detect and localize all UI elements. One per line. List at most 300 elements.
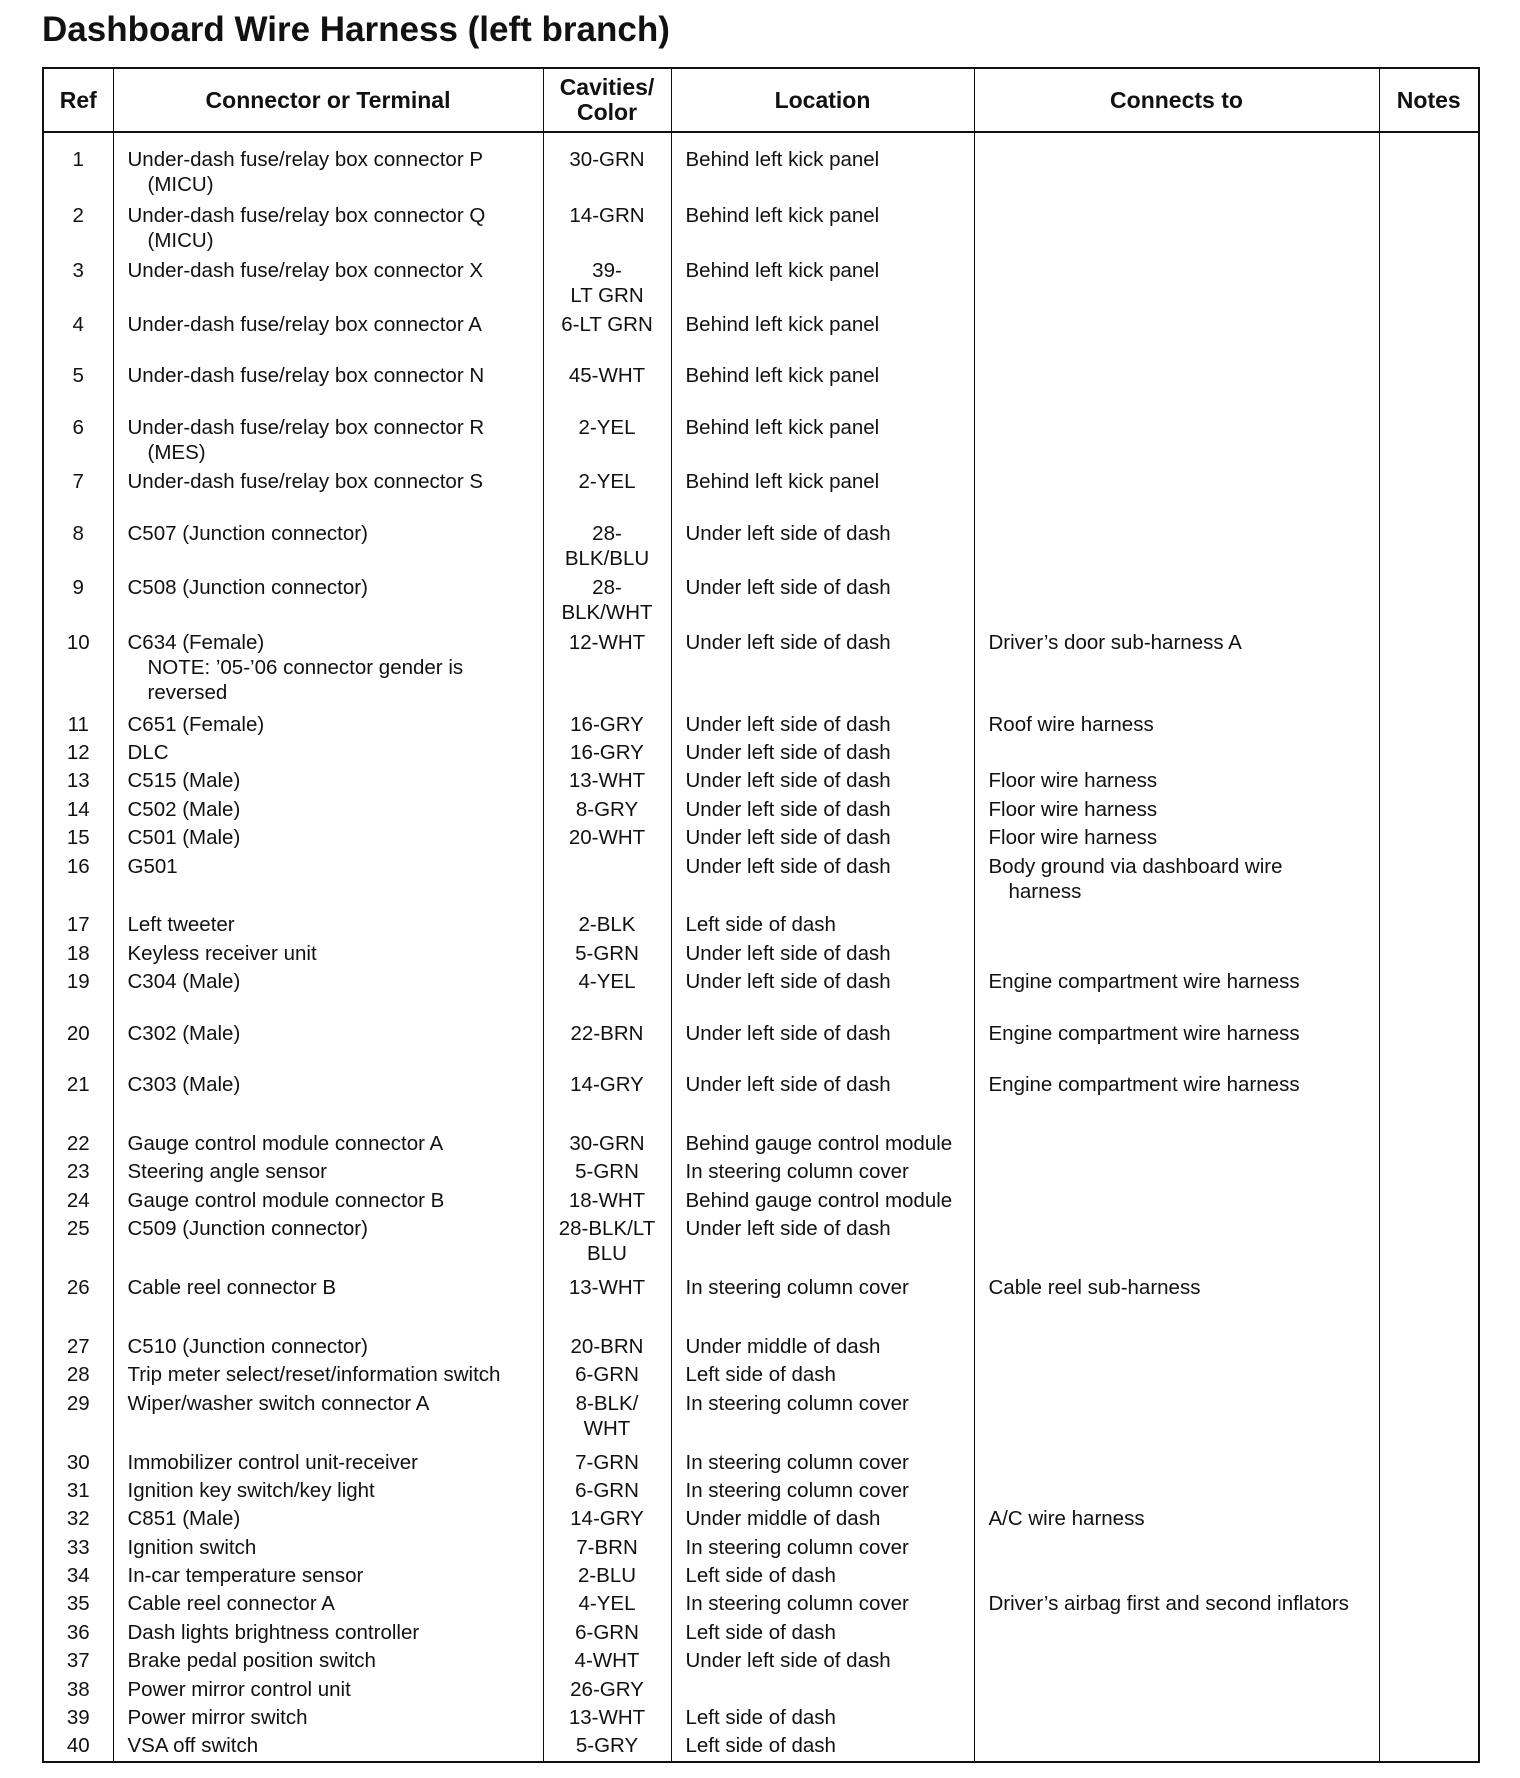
cavities-cell [543, 1591, 671, 1619]
ref-cell: 26 [43, 1275, 113, 1334]
cell-line: 7-BRN [576, 1535, 638, 1559]
cell-line: 13-WHT [568, 1275, 646, 1299]
notes-cell [1379, 912, 1479, 940]
table-row [43, 825, 1479, 853]
cavities-cell [543, 1159, 671, 1187]
notes-cell [1379, 630, 1479, 712]
notes-cell [1379, 469, 1479, 520]
location-cell: Under left side of dash [671, 768, 974, 796]
harness-table [42, 67, 1480, 1763]
ref-cell: 3 [43, 258, 113, 313]
table-row [43, 469, 1479, 520]
table-row [43, 1620, 1479, 1648]
notes-cell [1379, 740, 1479, 768]
table-row [43, 630, 1479, 712]
cell-line: 16-GRY [570, 712, 644, 736]
cell-line: 30-GRN [569, 148, 645, 171]
cavities-cell [543, 415, 671, 470]
cavities-cell [543, 1275, 671, 1334]
cell-line: BLK/BLU [564, 546, 650, 570]
notes-cell [1379, 1506, 1479, 1534]
notes-cell [1379, 1450, 1479, 1478]
ref-cell: 31 [43, 1478, 113, 1506]
cell-line: 39- [592, 258, 622, 282]
connector-cell [113, 1131, 543, 1159]
connector-cell [113, 1159, 543, 1187]
connector-cell [113, 1275, 543, 1334]
cell-line: 5-GRN [575, 1160, 639, 1184]
cell-line: Driver’s door sub-harness A [988, 630, 1242, 654]
connector-cell [113, 912, 543, 940]
table-row [43, 1072, 1479, 1131]
cell-line: Brake pedal position switch [127, 1649, 376, 1673]
cell-line: Ignition key switch/key light [127, 1478, 375, 1502]
cell-line: C509 (Junction connector) [127, 1216, 368, 1240]
connector-cell [113, 1506, 543, 1534]
cavities-cell [543, 1478, 671, 1506]
cell-line: 7-GRN [575, 1450, 639, 1474]
cell-line: Power mirror switch [127, 1705, 308, 1729]
notes-cell [1379, 312, 1479, 363]
connector-cell [113, 1478, 543, 1506]
table-row [43, 1450, 1479, 1478]
notes-cell [1379, 969, 1479, 1020]
notes-cell [1379, 1188, 1479, 1216]
connector-cell [113, 1450, 543, 1478]
ref-cell: 20 [43, 1021, 113, 1072]
notes-cell [1379, 1591, 1479, 1619]
cavities-cell [543, 312, 671, 363]
connector-cell [113, 1216, 543, 1275]
cell-line: 28-BLK/LT [558, 1216, 656, 1240]
cell-line: Gauge control module connector A [127, 1131, 444, 1155]
connector-cell [113, 1648, 543, 1676]
cell-line: 6-GRN [575, 1363, 639, 1387]
cell-line: Under-dash fuse/relay box connector P [127, 148, 484, 171]
connects-to-cell [974, 1450, 1379, 1478]
cell-line: C302 (Male) [127, 1021, 241, 1045]
cell-line: C502 (Male) [127, 797, 241, 821]
ref-cell: 2 [43, 203, 113, 258]
connects-to-cell [974, 1648, 1379, 1676]
notes-cell [1379, 1733, 1479, 1762]
connector-cell [113, 1733, 543, 1762]
location-cell: In steering column cover [671, 1450, 974, 1478]
cell-line: 2-YEL [578, 415, 636, 439]
connects-to-cell [974, 1275, 1379, 1334]
connector-cell [113, 469, 543, 520]
cell-line: 4-WHT [574, 1649, 640, 1673]
cavities-cell [543, 132, 671, 203]
notes-cell [1379, 712, 1479, 740]
cell-line: Under-dash fuse/relay box connector Q [127, 203, 486, 227]
cell-line: Trip meter select/reset/information switch [127, 1363, 501, 1387]
connector-cell [113, 1591, 543, 1619]
ref-cell: 11 [43, 712, 113, 740]
notes-cell [1379, 1620, 1479, 1648]
connector-cell [113, 854, 543, 913]
connects-to-cell [974, 941, 1379, 969]
cell-line: WHT [583, 1416, 631, 1440]
connects-to-cell [974, 1188, 1379, 1216]
connects-to-cell [974, 854, 1379, 913]
cell-line: 20-BRN [570, 1334, 644, 1358]
ref-cell: 39 [43, 1705, 113, 1733]
location-cell: Behind left kick panel [671, 203, 974, 258]
ref-cell: 8 [43, 521, 113, 576]
connects-to-cell [974, 1072, 1379, 1131]
connector-cell [113, 1620, 543, 1648]
cell-line: 16-GRY [570, 741, 644, 765]
ref-cell: 10 [43, 630, 113, 712]
ref-cell: 27 [43, 1334, 113, 1362]
cell-line: Under-dash fuse/relay box connector N [127, 364, 485, 388]
connects-to-cell [974, 712, 1379, 740]
cell-line: C507 (Junction connector) [127, 521, 368, 545]
table-row [43, 203, 1479, 258]
cell-line: G501 [127, 854, 178, 878]
notes-cell [1379, 1159, 1479, 1187]
cell-line: Floor wire harness [988, 826, 1158, 850]
cell-line: Cable reel connector B [127, 1275, 337, 1299]
cell-line: Body ground via dashboard wire [988, 854, 1283, 878]
cell-line: 8-BLK/ [575, 1391, 639, 1415]
cell-line: Wiper/washer switch connector A [127, 1391, 430, 1415]
table-row [43, 1362, 1479, 1390]
location-cell: Under left side of dash [671, 854, 974, 913]
cell-line: C303 (Male) [127, 1072, 241, 1096]
ref-cell: 23 [43, 1159, 113, 1187]
notes-cell [1379, 1535, 1479, 1563]
cavities-cell [543, 1677, 671, 1705]
table-row [43, 969, 1479, 1020]
cavities-cell [543, 1733, 671, 1762]
notes-cell [1379, 1021, 1479, 1072]
ref-cell: 32 [43, 1506, 113, 1534]
table-body [43, 132, 1479, 1762]
column-header-connector: Connector or Terminal [113, 68, 543, 132]
connects-to-cell [974, 1159, 1379, 1187]
cell-line: C304 (Male) [127, 970, 241, 994]
connects-to-cell [974, 1705, 1379, 1733]
connector-cell [113, 768, 543, 796]
cell-line: 2-BLK [578, 913, 636, 937]
ref-cell: 34 [43, 1563, 113, 1591]
notes-cell [1379, 1334, 1479, 1362]
ref-cell: 25 [43, 1216, 113, 1275]
connector-cell [113, 521, 543, 576]
connector-cell [113, 363, 543, 414]
cell-line: 14-GRY [570, 1507, 644, 1531]
notes-cell [1379, 1677, 1479, 1705]
location-cell: Under left side of dash [671, 941, 974, 969]
notes-cell [1379, 797, 1479, 825]
cell-line: 6-GRN [575, 1620, 639, 1644]
connector-cell [113, 1021, 543, 1072]
location-cell: Behind left kick panel [671, 415, 974, 470]
cavities-cell [543, 1362, 671, 1390]
connects-to-cell [974, 312, 1379, 363]
cell-line: Power mirror control unit [127, 1677, 351, 1701]
connects-to-cell [974, 797, 1379, 825]
ref-cell: 36 [43, 1620, 113, 1648]
notes-cell [1379, 1563, 1479, 1591]
table-row [43, 768, 1479, 796]
location-cell: Left side of dash [671, 1362, 974, 1390]
cell-line: 13-WHT [568, 769, 646, 793]
cell-line: Roof wire harness [988, 712, 1154, 736]
connector-cell [113, 312, 543, 363]
notes-cell [1379, 1391, 1479, 1450]
cell-line: DLC [127, 741, 169, 765]
location-cell: Left side of dash [671, 1563, 974, 1591]
cavities-cell [543, 258, 671, 313]
ref-cell: 21 [43, 1072, 113, 1131]
notes-cell [1379, 1362, 1479, 1390]
connects-to-cell [974, 575, 1379, 630]
table-row [43, 575, 1479, 630]
cell-line: Cable reel connector A [127, 1592, 335, 1616]
connector-cell [113, 825, 543, 853]
location-cell: Under left side of dash [671, 1648, 974, 1676]
cell-line: In-car temperature sensor [127, 1564, 364, 1588]
connector-cell [113, 132, 543, 203]
cavities-cell [543, 1216, 671, 1275]
cell-line: C501 (Male) [127, 826, 241, 850]
table-row [43, 132, 1479, 203]
header-row [43, 68, 1479, 132]
cell-line: Under-dash fuse/relay box connector X [127, 258, 484, 282]
location-cell: Behind left kick panel [671, 469, 974, 520]
connects-to-cell [974, 912, 1379, 940]
cell-line: LT GRN [570, 283, 644, 307]
notes-cell [1379, 825, 1479, 853]
notes-cell [1379, 1275, 1479, 1334]
cell-line: 30-GRN [569, 1131, 645, 1155]
notes-cell [1379, 132, 1479, 203]
cell-line: 2-YEL [578, 470, 636, 494]
connector-cell [113, 1563, 543, 1591]
table-row [43, 1391, 1479, 1450]
notes-cell [1379, 258, 1479, 313]
cell-line: Engine compartment wire harness [988, 970, 1300, 994]
connector-cell [113, 1535, 543, 1563]
cell-line: VSA off switch [127, 1734, 259, 1758]
location-cell: Behind gauge control module [671, 1131, 974, 1159]
column-header-ref: Ref [43, 68, 113, 132]
table-row [43, 363, 1479, 414]
ref-cell: 17 [43, 912, 113, 940]
ref-cell: 24 [43, 1188, 113, 1216]
location-cell: In steering column cover [671, 1478, 974, 1506]
cavities-cell [543, 1021, 671, 1072]
table-row [43, 1648, 1479, 1676]
cavities-cell [543, 630, 671, 712]
notes-cell [1379, 768, 1479, 796]
location-cell: In steering column cover [671, 1535, 974, 1563]
cell-line: (MES) [147, 440, 206, 464]
connector-cell [113, 941, 543, 969]
location-cell: Left side of dash [671, 912, 974, 940]
cell-line: 20-WHT [568, 826, 646, 850]
cell-line: 18-WHT [568, 1188, 646, 1212]
cavities-cell [543, 469, 671, 520]
notes-cell [1379, 1131, 1479, 1159]
cavities-cell [543, 363, 671, 414]
cell-line: C851 (Male) [127, 1507, 241, 1531]
location-cell: Under left side of dash [671, 1021, 974, 1072]
cell-line: 14-GRN [569, 203, 645, 227]
location-cell: Behind left kick panel [671, 312, 974, 363]
cavities-cell [543, 797, 671, 825]
notes-cell [1379, 415, 1479, 470]
cell-line: 28- [592, 521, 622, 545]
table-row [43, 1705, 1479, 1733]
table-row [43, 1506, 1479, 1534]
cell-line: 5-GRY [575, 1734, 639, 1758]
location-cell: In steering column cover [671, 1391, 974, 1450]
notes-cell [1379, 363, 1479, 414]
connector-cell [113, 415, 543, 470]
connects-to-cell [974, 1677, 1379, 1705]
cavities-cell [543, 1535, 671, 1563]
location-cell: Under left side of dash [671, 1072, 974, 1131]
connector-cell [113, 740, 543, 768]
cavities-cell [543, 521, 671, 576]
ref-cell: 14 [43, 797, 113, 825]
ref-cell: 38 [43, 1677, 113, 1705]
cell-line: Floor wire harness [988, 797, 1158, 821]
cell-line: C510 (Junction connector) [127, 1334, 368, 1358]
cavities-cell [543, 1563, 671, 1591]
connector-cell [113, 1705, 543, 1733]
connects-to-cell [974, 363, 1379, 414]
cavities-cell [543, 712, 671, 740]
ref-cell: 28 [43, 1362, 113, 1390]
notes-cell [1379, 203, 1479, 258]
connects-to-cell [974, 1334, 1379, 1362]
notes-cell [1379, 1648, 1479, 1676]
ref-cell: 13 [43, 768, 113, 796]
cell-line: 22-BRN [570, 1021, 644, 1045]
ref-cell: 5 [43, 363, 113, 414]
cavities-cell [543, 1450, 671, 1478]
cavities-cell [543, 575, 671, 630]
cavities-cell [543, 941, 671, 969]
ref-cell: 16 [43, 854, 113, 913]
location-cell: Behind left kick panel [671, 258, 974, 313]
location-cell: Behind left kick panel [671, 363, 974, 414]
connector-cell [113, 575, 543, 630]
ref-cell: 18 [43, 941, 113, 969]
cell-line: Engine compartment wire harness [988, 1021, 1300, 1045]
notes-cell [1379, 1216, 1479, 1275]
notes-cell [1379, 1478, 1479, 1506]
location-cell: Under left side of dash [671, 521, 974, 576]
ref-cell: 33 [43, 1535, 113, 1563]
cavities-cell [543, 1072, 671, 1131]
cell-line: harness [1008, 879, 1082, 903]
connector-cell [113, 258, 543, 313]
cavities-cell [543, 1334, 671, 1362]
page-title: Dashboard Wire Harness (left branch) [42, 10, 670, 49]
location-cell: Under middle of dash [671, 1334, 974, 1362]
connects-to-cell [974, 521, 1379, 576]
location-cell: Under left side of dash [671, 630, 974, 712]
connector-cell [113, 797, 543, 825]
cavities-cell [543, 1131, 671, 1159]
connector-cell [113, 630, 543, 712]
cell-line: Under-dash fuse/relay box connector S [127, 470, 484, 494]
connects-to-cell [974, 1391, 1379, 1450]
connects-to-cell [974, 1535, 1379, 1563]
location-cell: Under middle of dash [671, 1506, 974, 1534]
ref-cell: 1 [43, 132, 113, 203]
cell-line: A/C wire harness [988, 1507, 1145, 1531]
table-row [43, 1733, 1479, 1762]
connects-to-cell [974, 132, 1379, 203]
cell-line: reversed [147, 680, 228, 704]
connects-to-cell [974, 1131, 1379, 1159]
cell-line: BLK/WHT [561, 601, 653, 625]
connects-to-cell [974, 469, 1379, 520]
table-row [43, 521, 1479, 576]
location-cell: Under left side of dash [671, 797, 974, 825]
location-cell: Behind gauge control module [671, 1188, 974, 1216]
ref-cell: 37 [43, 1648, 113, 1676]
connector-cell [113, 1677, 543, 1705]
cell-line: Ignition switch [127, 1535, 257, 1559]
location-cell: In steering column cover [671, 1591, 974, 1619]
cell-line: Under-dash fuse/relay box connector R [127, 415, 485, 439]
connector-cell [113, 1391, 543, 1450]
table-row [43, 1131, 1479, 1159]
table-row [43, 1188, 1479, 1216]
notes-cell [1379, 1072, 1479, 1131]
cell-line: Floor wire harness [988, 769, 1158, 793]
cavities-cell [543, 1391, 671, 1450]
cell-line: 8-GRY [575, 797, 639, 821]
cell-line: 14-GRY [570, 1072, 644, 1096]
connects-to-cell [974, 825, 1379, 853]
table-row [43, 941, 1479, 969]
location-cell [671, 1677, 974, 1705]
connects-to-cell [974, 1563, 1379, 1591]
location-cell: Under left side of dash [671, 575, 974, 630]
table-row [43, 740, 1479, 768]
cavities-cell [543, 1648, 671, 1676]
cell-line: (MICU) [147, 228, 214, 252]
connects-to-cell [974, 258, 1379, 313]
ref-cell: 30 [43, 1450, 113, 1478]
table-row [43, 1021, 1479, 1072]
ref-cell: 40 [43, 1733, 113, 1762]
connects-to-cell [974, 203, 1379, 258]
location-cell: Under left side of dash [671, 1216, 974, 1275]
ref-cell: 7 [43, 469, 113, 520]
cell-line: C651 (Female) [127, 712, 265, 736]
table-row [43, 312, 1479, 363]
table-row [43, 258, 1479, 313]
connects-to-cell [974, 1362, 1379, 1390]
ref-cell: 15 [43, 825, 113, 853]
table-row [43, 1216, 1479, 1275]
cell-line: 4-YEL [578, 1592, 636, 1616]
cell-line: C515 (Male) [127, 769, 241, 793]
table-row [43, 1334, 1479, 1362]
table-row [43, 1478, 1479, 1506]
notes-cell [1379, 575, 1479, 630]
